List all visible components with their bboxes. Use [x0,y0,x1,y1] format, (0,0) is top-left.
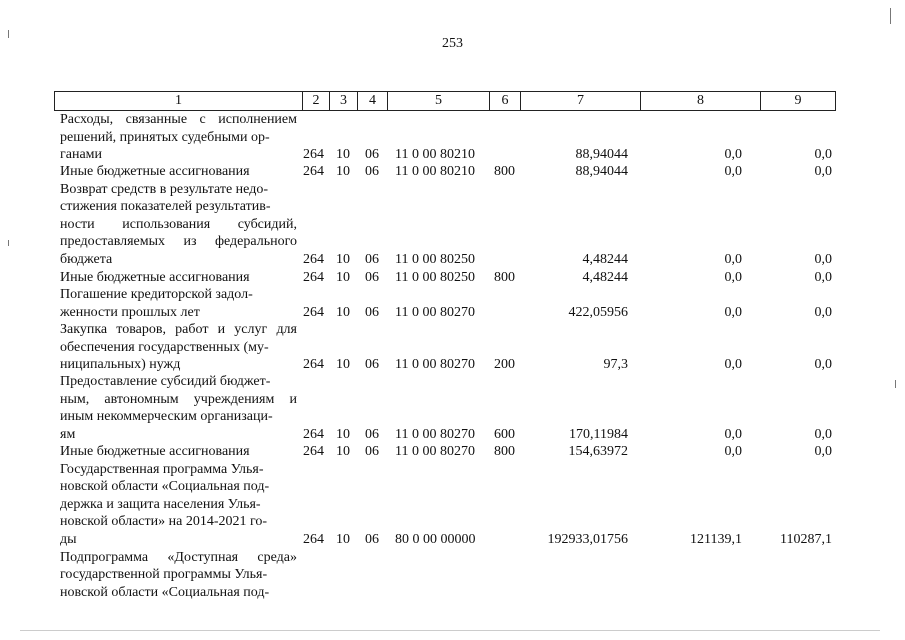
row-amount-1: 170,11984 [569,426,628,442]
row-amount-2: 0,0 [724,252,742,267]
row-amount-2: 0,0 [724,304,742,320]
row-target-article: 11 0 00 80270 [395,426,475,442]
row-amount-3: 110287,1 [780,532,832,547]
row-expense-type: 600 [494,426,515,442]
row-section: 10 [336,304,350,320]
header-col-5: 5 [387,92,489,110]
row-name: Подпрограмма «Доступная среда» государственной программы Улья- новской области «Социальная под- [60,549,297,600]
row-amount-3: 0,0 [814,444,832,459]
table-row [0,461,905,549]
row-section: 10 [336,444,350,459]
row-section: 10 [336,269,350,285]
row-admin-code: 264 [303,356,324,372]
row-section: 10 [336,146,350,162]
row-amount-3: 0,0 [814,146,832,162]
row-name: Расходы, связанные с исполнением решений, принятых судебными ор- ганами [60,112,297,162]
row-subsection: 06 [365,426,379,442]
row-subsection: 06 [365,356,379,372]
header-col-1: 1 [175,93,182,108]
row-admin-code: 264 [303,444,324,459]
row-amount-1: 154,63972 [568,444,628,459]
row-amount-3: 0,0 [814,164,832,179]
row-target-article: 80 0 00 00000 [395,532,476,547]
scan-edge-mark [895,380,896,388]
row-subsection: 06 [365,146,379,162]
table-header [54,91,836,111]
row-name: Возврат средств в результате недо- стижения показателей результатив- ности использования субсидий, предоставляемых из федерального бюджета [60,181,297,267]
header-col-3: 3 [329,92,357,110]
scan-edge-mark [890,8,891,24]
row-amount-3: 0,0 [814,304,832,320]
row-amount-2: 0,0 [724,164,742,179]
row-section: 10 [336,356,350,372]
table-row [0,549,905,601]
header-col-6: 6 [489,92,520,110]
row-amount-1: 88,94044 [575,164,628,179]
row-admin-code: 264 [303,252,324,267]
row-name: Закупка товаров, работ и услуг для обеспечения государственных (му- ниципальных) нужд [60,322,297,372]
header-col-2: 2 [302,92,329,110]
row-subsection: 06 [365,269,379,285]
row-expense-type: 800 [494,269,515,285]
row-expense-type: 800 [494,444,515,459]
row-amount-2: 0,0 [724,426,742,442]
row-admin-code: 264 [303,532,324,547]
row-amount-2: 0,0 [724,356,742,372]
row-subsection: 06 [365,252,379,267]
row-admin-code: 264 [303,164,324,179]
scan-bottom-edge [20,630,880,631]
table-row [0,269,905,287]
row-section: 10 [336,426,350,442]
table-row [0,373,905,443]
table-row [0,443,905,461]
page-number: 253 [442,36,463,51]
scan-edge-mark [8,240,9,246]
table-row [0,163,905,181]
row-admin-code: 264 [303,304,324,320]
row-amount-3: 0,0 [814,269,832,285]
row-section: 10 [336,252,350,267]
header-col-9: 9 [760,92,835,110]
row-target-article: 11 0 00 80210 [395,146,475,162]
row-expense-type: 800 [494,164,515,179]
header-col-4: 4 [357,92,387,110]
table-body [0,111,905,601]
row-admin-code: 264 [303,146,324,162]
row-target-article: 11 0 00 80210 [395,164,475,179]
row-name: Иные бюджетные ассигнования [60,444,250,459]
row-admin-code: 264 [303,269,324,285]
row-amount-3: 0,0 [814,252,832,267]
row-admin-code: 264 [303,426,324,442]
row-subsection: 06 [365,164,379,179]
header-col-7: 7 [520,92,640,110]
row-target-article: 11 0 00 80250 [395,252,475,267]
row-target-article: 11 0 00 80270 [395,356,475,372]
row-section: 10 [336,164,350,179]
row-expense-type: 200 [494,356,515,372]
table-row [0,321,905,373]
row-amount-1: 4,48244 [582,269,628,285]
row-amount-1: 88,94044 [575,146,628,162]
row-subsection: 06 [365,444,379,459]
row-subsection: 06 [365,532,379,547]
row-name: Иные бюджетные ассигнования [60,164,250,179]
row-amount-3: 0,0 [814,356,832,372]
row-amount-1: 422,05956 [568,304,628,320]
row-amount-1: 97,3 [603,356,628,372]
header-col-8: 8 [640,92,760,110]
row-amount-1: 192933,01756 [547,532,628,547]
row-name: Предоставление субсидий бюджет- ным, автономным учреждениям и иным некоммерческим организаци- ям [60,374,297,442]
row-amount-2: 0,0 [724,269,742,285]
row-name: Погашение кредиторской задол- женности прошлых лет [60,287,253,320]
table-row [0,181,905,269]
row-target-article: 11 0 00 80270 [395,444,475,459]
row-amount-1: 4,48244 [582,252,628,267]
row-amount-2: 0,0 [724,444,742,459]
table-row [0,286,905,321]
scan-edge-mark [8,30,9,38]
row-section: 10 [336,532,350,547]
table-row [0,111,905,163]
row-amount-2: 0,0 [724,146,742,162]
row-target-article: 11 0 00 80270 [395,304,475,320]
row-amount-3: 0,0 [814,426,832,442]
row-subsection: 06 [365,304,379,320]
row-name: Иные бюджетные ассигнования [60,269,250,285]
row-name: Государственная программа Улья- новской области «Социальная под- держка и защита населения Улья- новской области» на 2014-2021 го- ды [60,461,270,547]
row-target-article: 11 0 00 80250 [395,269,475,285]
row-amount-2: 121139,1 [690,532,742,547]
